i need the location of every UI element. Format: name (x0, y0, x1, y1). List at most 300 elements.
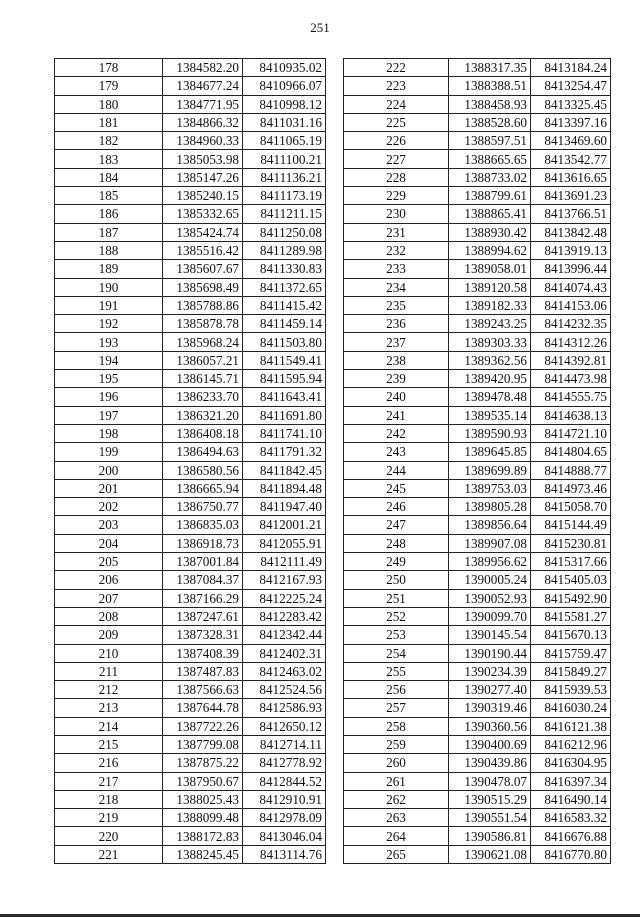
table-row (55, 827, 326, 845)
table-row (344, 77, 611, 95)
y-coordinate-cell: 8412910.91 (243, 790, 326, 808)
x-coordinate-cell: 1389420.95 (449, 370, 531, 388)
x-coordinate-cell: 1389956.62 (449, 553, 531, 571)
table-row (344, 187, 611, 205)
table-row (55, 735, 326, 753)
y-coordinate-cell: 8412844.52 (243, 772, 326, 790)
x-coordinate-cell: 1384677.24 (163, 77, 243, 95)
y-coordinate-cell: 8413325.45 (531, 95, 611, 113)
point-number-cell: 220 (55, 827, 163, 845)
y-coordinate-cell: 8411330.83 (243, 260, 326, 278)
table-row (55, 516, 326, 534)
table-row (344, 443, 611, 461)
y-coordinate-cell: 8412225.24 (243, 589, 326, 607)
x-coordinate-cell: 1386665.94 (163, 479, 243, 497)
x-coordinate-cell: 1387247.61 (163, 607, 243, 625)
coordinates-table-right (343, 58, 611, 864)
x-coordinate-cell: 1386057.21 (163, 351, 243, 369)
table-row (344, 296, 611, 314)
point-number-cell: 232 (344, 241, 449, 259)
x-coordinate-cell: 1389805.28 (449, 498, 531, 516)
table-row (55, 772, 326, 790)
point-number-cell: 218 (55, 790, 163, 808)
y-coordinate-cell: 8414392.81 (531, 351, 611, 369)
table-row (344, 754, 611, 772)
x-coordinate-cell: 1387328.31 (163, 626, 243, 644)
x-coordinate-cell: 1386750.77 (163, 498, 243, 516)
point-number-cell: 193 (55, 333, 163, 351)
point-number-cell: 215 (55, 735, 163, 753)
y-coordinate-cell: 8411503.80 (243, 333, 326, 351)
point-number-cell: 238 (344, 351, 449, 369)
y-coordinate-cell: 8411031.16 (243, 113, 326, 131)
x-coordinate-cell: 1390319.46 (449, 699, 531, 717)
table-row (55, 662, 326, 680)
point-number-cell: 191 (55, 296, 163, 314)
point-number-cell: 231 (344, 223, 449, 241)
x-coordinate-cell: 1384771.95 (163, 95, 243, 113)
table-row (55, 790, 326, 808)
x-coordinate-cell: 1385147.26 (163, 168, 243, 186)
table-row (344, 132, 611, 150)
table-row (344, 553, 611, 571)
table-row (344, 479, 611, 497)
y-coordinate-cell: 8411250.08 (243, 223, 326, 241)
x-coordinate-cell: 1390439.86 (449, 754, 531, 772)
x-coordinate-cell: 1387644.78 (163, 699, 243, 717)
x-coordinate-cell: 1386321.20 (163, 406, 243, 424)
point-number-cell: 230 (344, 205, 449, 223)
point-number-cell: 229 (344, 187, 449, 205)
table-row (344, 571, 611, 589)
table-row (55, 205, 326, 223)
x-coordinate-cell: 1390234.39 (449, 662, 531, 680)
point-number-cell: 216 (55, 754, 163, 772)
x-coordinate-cell: 1387408.39 (163, 644, 243, 662)
table-row (55, 498, 326, 516)
x-coordinate-cell: 1384866.32 (163, 113, 243, 131)
y-coordinate-cell: 8415939.53 (531, 681, 611, 699)
point-number-cell: 184 (55, 168, 163, 186)
point-number-cell: 181 (55, 113, 163, 131)
y-coordinate-cell: 8416397.34 (531, 772, 611, 790)
y-coordinate-cell: 8414074.43 (531, 278, 611, 296)
x-coordinate-cell: 1389590.93 (449, 424, 531, 442)
point-number-cell: 234 (344, 278, 449, 296)
x-coordinate-cell: 1387166.29 (163, 589, 243, 607)
y-coordinate-cell: 8413919.13 (531, 241, 611, 259)
point-number-cell: 190 (55, 278, 163, 296)
point-number-cell: 228 (344, 168, 449, 186)
y-coordinate-cell: 8410966.07 (243, 77, 326, 95)
y-coordinate-cell: 8414721.10 (531, 424, 611, 442)
table-row (344, 809, 611, 827)
table-row (55, 479, 326, 497)
table-row (55, 754, 326, 772)
x-coordinate-cell: 1389907.08 (449, 534, 531, 552)
table-row (344, 168, 611, 186)
point-number-cell: 248 (344, 534, 449, 552)
x-coordinate-cell: 1385424.74 (163, 223, 243, 241)
y-coordinate-cell: 8415581.27 (531, 607, 611, 625)
table-row (344, 681, 611, 699)
x-coordinate-cell: 1388388.51 (449, 77, 531, 95)
x-coordinate-cell: 1390005.24 (449, 571, 531, 589)
point-number-cell: 200 (55, 461, 163, 479)
point-number-cell: 179 (55, 77, 163, 95)
point-number-cell: 262 (344, 790, 449, 808)
point-number-cell: 199 (55, 443, 163, 461)
point-number-cell: 263 (344, 809, 449, 827)
table-row (55, 95, 326, 113)
y-coordinate-cell: 8415849.27 (531, 662, 611, 680)
point-number-cell: 227 (344, 150, 449, 168)
x-coordinate-cell: 1390478.07 (449, 772, 531, 790)
table-row (55, 168, 326, 186)
y-coordinate-cell: 8412524.56 (243, 681, 326, 699)
point-number-cell: 257 (344, 699, 449, 717)
table-row (344, 351, 611, 369)
table-row (344, 388, 611, 406)
y-coordinate-cell: 8416030.24 (531, 699, 611, 717)
coordinates-table-right-body (344, 59, 611, 864)
y-coordinate-cell: 8410998.12 (243, 95, 326, 113)
x-coordinate-cell: 1390515.29 (449, 790, 531, 808)
point-number-cell: 194 (55, 351, 163, 369)
y-coordinate-cell: 8414804.65 (531, 443, 611, 461)
x-coordinate-cell: 1384582.20 (163, 59, 243, 77)
point-number-cell: 244 (344, 461, 449, 479)
x-coordinate-cell: 1387875.22 (163, 754, 243, 772)
y-coordinate-cell: 8411791.32 (243, 443, 326, 461)
y-coordinate-cell: 8416676.88 (531, 827, 611, 845)
x-coordinate-cell: 1385240.15 (163, 187, 243, 205)
table-row (344, 241, 611, 259)
y-coordinate-cell: 8412001.21 (243, 516, 326, 534)
x-coordinate-cell: 1390190.44 (449, 644, 531, 662)
point-number-cell: 242 (344, 424, 449, 442)
table-row (55, 278, 326, 296)
x-coordinate-cell: 1386494.63 (163, 443, 243, 461)
y-coordinate-cell: 8413184.24 (531, 59, 611, 77)
x-coordinate-cell: 1387950.67 (163, 772, 243, 790)
y-coordinate-cell: 8411549.41 (243, 351, 326, 369)
point-number-cell: 256 (344, 681, 449, 699)
x-coordinate-cell: 1387084.37 (163, 571, 243, 589)
x-coordinate-cell: 1385878.78 (163, 315, 243, 333)
table-row (344, 370, 611, 388)
y-coordinate-cell: 8415492.90 (531, 589, 611, 607)
x-coordinate-cell: 1386408.18 (163, 424, 243, 442)
table-row (55, 406, 326, 424)
table-row (55, 845, 326, 863)
point-number-cell: 259 (344, 735, 449, 753)
y-coordinate-cell: 8413996.44 (531, 260, 611, 278)
point-number-cell: 205 (55, 553, 163, 571)
point-number-cell: 243 (344, 443, 449, 461)
point-number-cell: 210 (55, 644, 163, 662)
table-row (55, 626, 326, 644)
y-coordinate-cell: 8415670.13 (531, 626, 611, 644)
table-row (55, 681, 326, 699)
point-number-cell: 188 (55, 241, 163, 259)
table-row (55, 589, 326, 607)
y-coordinate-cell: 8410935.02 (243, 59, 326, 77)
y-coordinate-cell: 8411415.42 (243, 296, 326, 314)
y-coordinate-cell: 8414638.13 (531, 406, 611, 424)
table-row (55, 296, 326, 314)
y-coordinate-cell: 8413842.48 (531, 223, 611, 241)
x-coordinate-cell: 1388458.93 (449, 95, 531, 113)
x-coordinate-cell: 1386233.70 (163, 388, 243, 406)
x-coordinate-cell: 1390586.81 (449, 827, 531, 845)
point-number-cell: 203 (55, 516, 163, 534)
x-coordinate-cell: 1389478.48 (449, 388, 531, 406)
x-coordinate-cell: 1388799.61 (449, 187, 531, 205)
point-number-cell: 258 (344, 717, 449, 735)
x-coordinate-cell: 1388172.83 (163, 827, 243, 845)
table-row (344, 717, 611, 735)
x-coordinate-cell: 1389058.01 (449, 260, 531, 278)
point-number-cell: 246 (344, 498, 449, 516)
x-coordinate-cell: 1386835.03 (163, 516, 243, 534)
point-number-cell: 204 (55, 534, 163, 552)
y-coordinate-cell: 8412283.42 (243, 607, 326, 625)
x-coordinate-cell: 1385607.67 (163, 260, 243, 278)
y-coordinate-cell: 8414153.06 (531, 296, 611, 314)
y-coordinate-cell: 8411741.10 (243, 424, 326, 442)
table-row (344, 626, 611, 644)
table-row (55, 241, 326, 259)
point-number-cell: 207 (55, 589, 163, 607)
table-row (344, 699, 611, 717)
point-number-cell: 235 (344, 296, 449, 314)
table-row (344, 406, 611, 424)
table-row (55, 223, 326, 241)
x-coordinate-cell: 1388930.42 (449, 223, 531, 241)
table-row (344, 223, 611, 241)
x-coordinate-cell: 1389856.64 (449, 516, 531, 534)
point-number-cell: 265 (344, 845, 449, 863)
x-coordinate-cell: 1388099.48 (163, 809, 243, 827)
y-coordinate-cell: 8412586.93 (243, 699, 326, 717)
table-row (344, 735, 611, 753)
y-coordinate-cell: 8413114.76 (243, 845, 326, 863)
y-coordinate-cell: 8413397.16 (531, 113, 611, 131)
coordinates-table-left-body (55, 59, 326, 864)
y-coordinate-cell: 8413766.51 (531, 205, 611, 223)
point-number-cell: 182 (55, 132, 163, 150)
table-row (344, 113, 611, 131)
point-number-cell: 239 (344, 370, 449, 388)
point-number-cell: 212 (55, 681, 163, 699)
y-coordinate-cell: 8411691.80 (243, 406, 326, 424)
table-row (55, 644, 326, 662)
table-row (344, 845, 611, 863)
table-row (344, 589, 611, 607)
table-row (344, 150, 611, 168)
y-coordinate-cell: 8411842.45 (243, 461, 326, 479)
point-number-cell: 196 (55, 388, 163, 406)
y-coordinate-cell: 8412342.44 (243, 626, 326, 644)
y-coordinate-cell: 8412463.02 (243, 662, 326, 680)
y-coordinate-cell: 8414973.46 (531, 479, 611, 497)
point-number-cell: 261 (344, 772, 449, 790)
point-number-cell: 222 (344, 59, 449, 77)
y-coordinate-cell: 8414888.77 (531, 461, 611, 479)
table-row (55, 150, 326, 168)
point-number-cell: 233 (344, 260, 449, 278)
x-coordinate-cell: 1390277.40 (449, 681, 531, 699)
x-coordinate-cell: 1385968.24 (163, 333, 243, 351)
table-row (55, 571, 326, 589)
point-number-cell: 214 (55, 717, 163, 735)
point-number-cell: 225 (344, 113, 449, 131)
y-coordinate-cell: 8415405.03 (531, 571, 611, 589)
x-coordinate-cell: 1388317.35 (449, 59, 531, 77)
y-coordinate-cell: 8411136.21 (243, 168, 326, 186)
point-number-cell: 195 (55, 370, 163, 388)
x-coordinate-cell: 1387001.84 (163, 553, 243, 571)
point-number-cell: 236 (344, 315, 449, 333)
table-row (344, 790, 611, 808)
y-coordinate-cell: 8414232.35 (531, 315, 611, 333)
x-coordinate-cell: 1389645.85 (449, 443, 531, 461)
y-coordinate-cell: 8411211.15 (243, 205, 326, 223)
point-number-cell: 221 (55, 845, 163, 863)
table-row (55, 333, 326, 351)
y-coordinate-cell: 8415144.49 (531, 516, 611, 534)
point-number-cell: 219 (55, 809, 163, 827)
table-row (55, 59, 326, 77)
x-coordinate-cell: 1386580.56 (163, 461, 243, 479)
point-number-cell: 251 (344, 589, 449, 607)
table-row (344, 534, 611, 552)
x-coordinate-cell: 1385332.65 (163, 205, 243, 223)
x-coordinate-cell: 1388245.45 (163, 845, 243, 863)
page-number: 251 (310, 20, 330, 35)
coordinates-table-left (54, 58, 326, 864)
point-number-cell: 252 (344, 607, 449, 625)
table-row (55, 553, 326, 571)
y-coordinate-cell: 8413469.60 (531, 132, 611, 150)
table-row (344, 333, 611, 351)
point-number-cell: 260 (344, 754, 449, 772)
y-coordinate-cell: 8411065.19 (243, 132, 326, 150)
table-row (55, 315, 326, 333)
y-coordinate-cell: 8415058.70 (531, 498, 611, 516)
x-coordinate-cell: 1390099.70 (449, 607, 531, 625)
x-coordinate-cell: 1384960.33 (163, 132, 243, 150)
table-row (55, 534, 326, 552)
y-coordinate-cell: 8413046.04 (243, 827, 326, 845)
y-coordinate-cell: 8411372.65 (243, 278, 326, 296)
table-row (344, 772, 611, 790)
y-coordinate-cell: 8415317.66 (531, 553, 611, 571)
y-coordinate-cell: 8413542.77 (531, 150, 611, 168)
table-row (344, 424, 611, 442)
point-number-cell: 201 (55, 479, 163, 497)
point-number-cell: 185 (55, 187, 163, 205)
table-row (344, 644, 611, 662)
x-coordinate-cell: 1386918.73 (163, 534, 243, 552)
y-coordinate-cell: 8411289.98 (243, 241, 326, 259)
table-row (55, 699, 326, 717)
x-coordinate-cell: 1388528.60 (449, 113, 531, 131)
point-number-cell: 247 (344, 516, 449, 534)
x-coordinate-cell: 1389699.89 (449, 461, 531, 479)
table-row (344, 205, 611, 223)
y-coordinate-cell: 8413691.23 (531, 187, 611, 205)
point-number-cell: 253 (344, 626, 449, 644)
point-number-cell: 241 (344, 406, 449, 424)
x-coordinate-cell: 1388597.51 (449, 132, 531, 150)
y-coordinate-cell: 8413616.65 (531, 168, 611, 186)
y-coordinate-cell: 8415230.81 (531, 534, 611, 552)
point-number-cell: 255 (344, 662, 449, 680)
y-coordinate-cell: 8414473.98 (531, 370, 611, 388)
x-coordinate-cell: 1388733.02 (449, 168, 531, 186)
table-row (55, 607, 326, 625)
table-row (344, 260, 611, 278)
x-coordinate-cell: 1389182.33 (449, 296, 531, 314)
y-coordinate-cell: 8412978.09 (243, 809, 326, 827)
y-coordinate-cell: 8411459.14 (243, 315, 326, 333)
point-number-cell: 178 (55, 59, 163, 77)
y-coordinate-cell: 8414555.75 (531, 388, 611, 406)
point-number-cell: 240 (344, 388, 449, 406)
y-coordinate-cell: 8411595.94 (243, 370, 326, 388)
table-row (344, 315, 611, 333)
x-coordinate-cell: 1389243.25 (449, 315, 531, 333)
y-coordinate-cell: 8414312.26 (531, 333, 611, 351)
point-number-cell: 187 (55, 223, 163, 241)
point-number-cell: 189 (55, 260, 163, 278)
table-row (344, 607, 611, 625)
x-coordinate-cell: 1386145.71 (163, 370, 243, 388)
y-coordinate-cell: 8411173.19 (243, 187, 326, 205)
y-coordinate-cell: 8416304.95 (531, 754, 611, 772)
x-coordinate-cell: 1385516.42 (163, 241, 243, 259)
y-coordinate-cell: 8412055.91 (243, 534, 326, 552)
point-number-cell: 250 (344, 571, 449, 589)
point-number-cell: 226 (344, 132, 449, 150)
y-coordinate-cell: 8415759.47 (531, 644, 611, 662)
table-row (55, 77, 326, 95)
point-number-cell: 186 (55, 205, 163, 223)
point-number-cell: 197 (55, 406, 163, 424)
table-row (344, 662, 611, 680)
x-coordinate-cell: 1385788.86 (163, 296, 243, 314)
x-coordinate-cell: 1387799.08 (163, 735, 243, 753)
x-coordinate-cell: 1388994.62 (449, 241, 531, 259)
table-row (344, 278, 611, 296)
table-row (55, 187, 326, 205)
x-coordinate-cell: 1390145.54 (449, 626, 531, 644)
point-number-cell: 224 (344, 95, 449, 113)
table-row (55, 424, 326, 442)
table-row (344, 516, 611, 534)
x-coordinate-cell: 1389535.14 (449, 406, 531, 424)
y-coordinate-cell: 8412714.11 (243, 735, 326, 753)
x-coordinate-cell: 1388865.41 (449, 205, 531, 223)
point-number-cell: 198 (55, 424, 163, 442)
point-number-cell: 211 (55, 662, 163, 680)
x-coordinate-cell: 1385698.49 (163, 278, 243, 296)
point-number-cell: 180 (55, 95, 163, 113)
x-coordinate-cell: 1388025.43 (163, 790, 243, 808)
y-coordinate-cell: 8416212.96 (531, 735, 611, 753)
